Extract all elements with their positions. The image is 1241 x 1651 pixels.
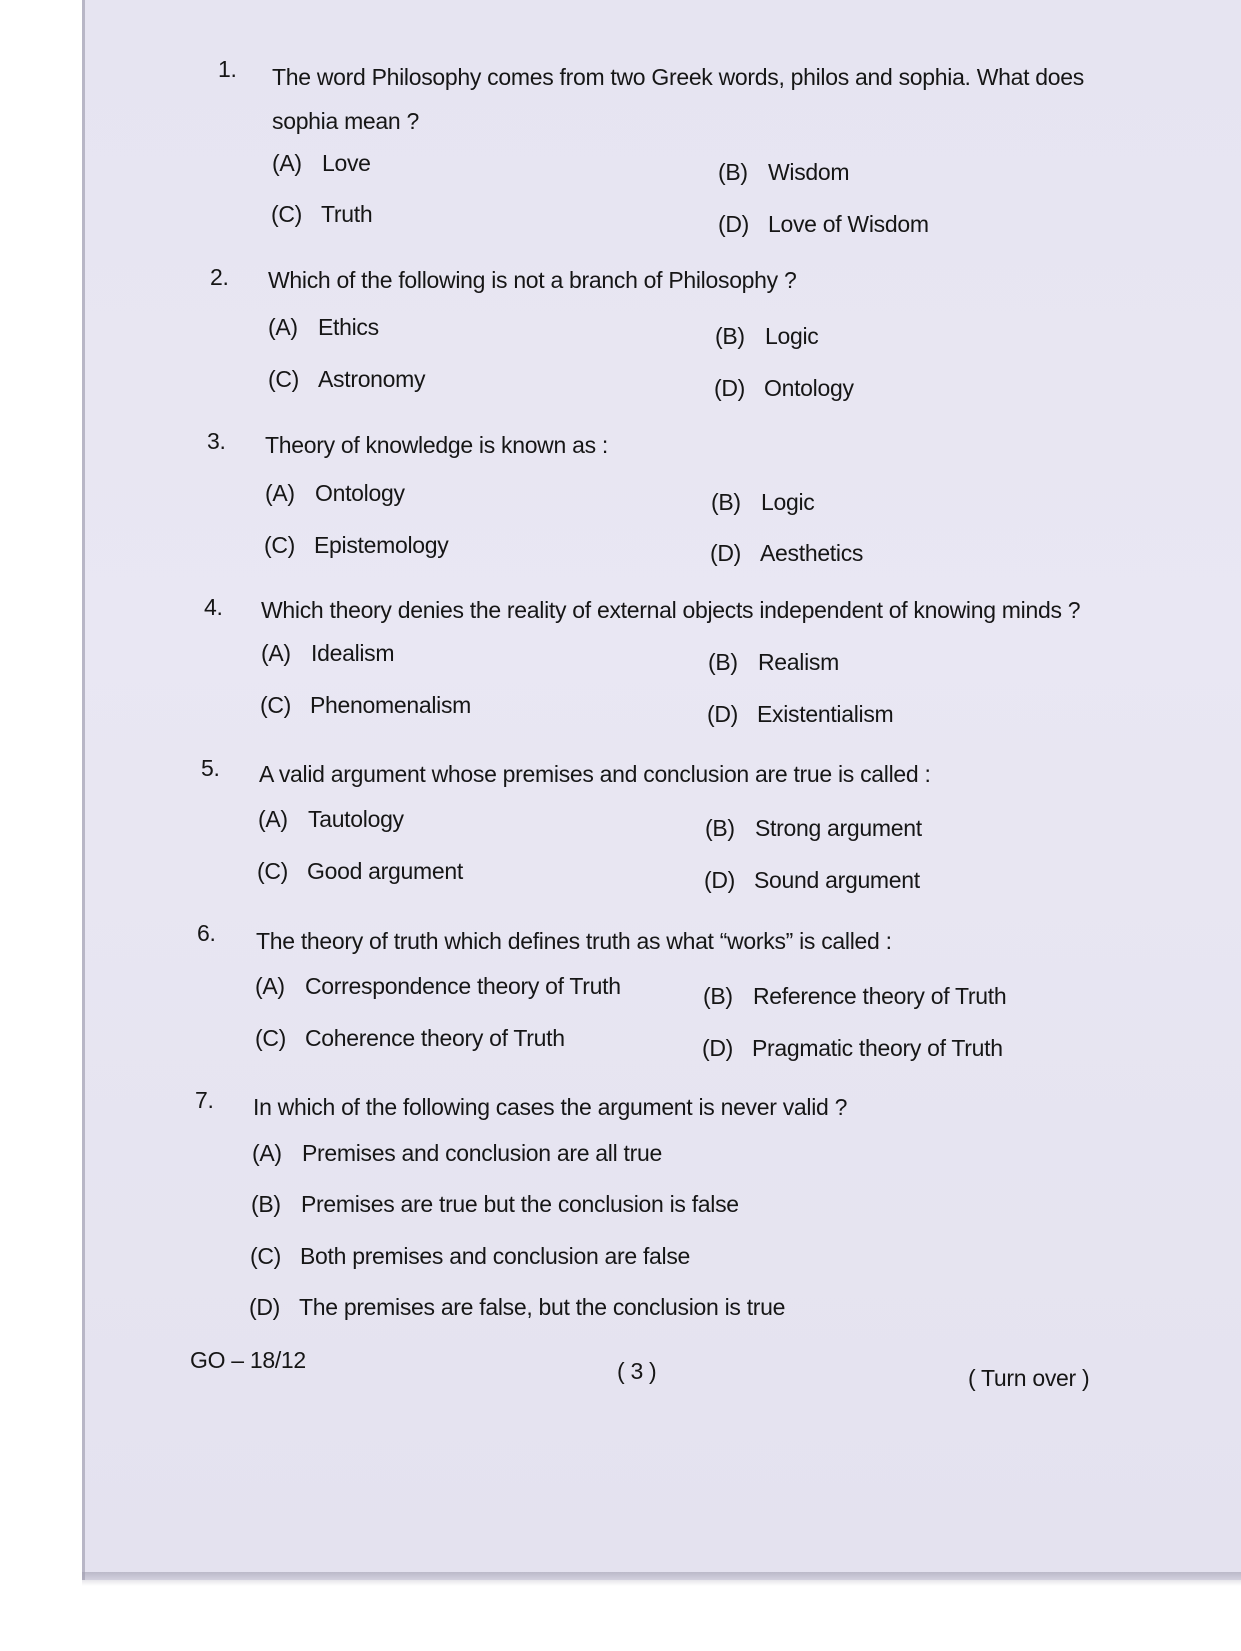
- option-text: Love: [322, 150, 371, 176]
- question-2-option-b: [715, 323, 819, 350]
- option-letter: (C): [257, 858, 289, 884]
- option-text: Wisdom: [768, 159, 850, 185]
- page-edge: [82, 0, 85, 1580]
- option-letter: (D): [704, 867, 736, 893]
- option-text: Love of Wisdom: [768, 211, 929, 237]
- option-letter: (C): [268, 366, 300, 392]
- option-letter: (A): [261, 640, 291, 666]
- option-letter: (B): [251, 1191, 281, 1217]
- question-7-text: In which of the following cases the argument is never valid ?: [253, 1094, 848, 1120]
- footer-page-number: ( 3 ): [617, 1358, 657, 1384]
- option-letter: (C): [260, 692, 292, 718]
- option-text: Aesthetics: [760, 540, 864, 566]
- question-5-option-b: [705, 815, 922, 842]
- option-text: Ontology: [315, 480, 405, 506]
- option-text: Idealism: [311, 640, 395, 666]
- question-4-option-d: [707, 701, 893, 728]
- question-3-option-c: [264, 532, 448, 559]
- question-7-option-d: [249, 1294, 785, 1321]
- option-text: Good argument: [307, 858, 463, 884]
- question-6-number: 6.: [197, 920, 216, 946]
- question-7-option-b: [251, 1191, 739, 1218]
- option-letter: (D): [702, 1035, 734, 1061]
- question-7-number: 7.: [195, 1087, 214, 1113]
- option-text: Reference theory of Truth: [753, 983, 1007, 1009]
- option-text: Logic: [761, 489, 815, 515]
- exam-page: [82, 0, 1241, 1580]
- option-text: Realism: [758, 649, 839, 675]
- question-2-number: 2.: [210, 264, 229, 290]
- page-shadow: [82, 1572, 1241, 1586]
- question-1-text: The word Philosophy comes from two Greek words, philos and sophia. What does sophia mean ?: [272, 64, 1084, 134]
- question-6-option-b: [703, 983, 1006, 1010]
- option-text: The premises are false, but the conclusion is true: [299, 1294, 786, 1320]
- option-letter: (D): [710, 540, 742, 566]
- option-text: Coherence theory of Truth: [305, 1025, 565, 1051]
- option-letter: (A): [258, 806, 288, 832]
- option-text: Ontology: [764, 375, 854, 401]
- question-1-option-c: [271, 201, 372, 228]
- option-letter: (B): [703, 983, 733, 1009]
- question-3-number: 3.: [207, 428, 226, 454]
- option-text: Ethics: [318, 314, 379, 340]
- option-text: Correspondence theory of Truth: [305, 973, 621, 999]
- question-6-text: The theory of truth which defines truth as what “works” is called :: [256, 928, 892, 954]
- question-5-option-d: [704, 867, 920, 894]
- option-text: Astronomy: [318, 366, 426, 392]
- option-text: Strong argument: [755, 815, 922, 841]
- option-letter: (C): [271, 201, 303, 227]
- option-letter: (C): [255, 1025, 287, 1051]
- option-letter: (A): [272, 150, 302, 176]
- question-1-option-a: [272, 150, 371, 177]
- option-text: Tautology: [308, 806, 404, 832]
- question-7-option-c: [250, 1243, 690, 1270]
- question-4-option-c: [260, 692, 471, 719]
- option-text: Epistemology: [314, 532, 449, 558]
- question-6-option-c: [255, 1025, 565, 1052]
- option-letter: (D): [714, 375, 746, 401]
- option-letter: (D): [718, 211, 750, 237]
- option-letter: (A): [265, 480, 295, 506]
- question-4-option-a: [261, 640, 394, 667]
- question-5-option-a: [258, 806, 404, 833]
- question-4-option-b: [708, 649, 839, 676]
- option-letter: (B): [711, 489, 741, 515]
- footer-turn-over: ( Turn over ): [968, 1365, 1090, 1391]
- option-text: Truth: [321, 201, 373, 227]
- question-5-option-c: [257, 858, 463, 885]
- question-2-option-a: [268, 314, 379, 341]
- option-letter: (D): [707, 701, 739, 727]
- question-1-option-b: [718, 159, 849, 186]
- question-1-option-d: [718, 211, 929, 238]
- question-6-option-a: [255, 973, 621, 1000]
- option-text: Both premises and conclusion are false: [300, 1243, 691, 1269]
- question-2-option-d: [714, 375, 854, 402]
- question-2-text: Which of the following is not a branch of Philosophy ?: [268, 267, 797, 293]
- question-4-number: 4.: [204, 594, 223, 620]
- footer-paper-code: GO – 18/12: [190, 1347, 306, 1373]
- question-4-text: Which theory denies the reality of external objects independent of knowing minds ?: [261, 597, 1081, 623]
- question-6-option-d: [702, 1035, 1003, 1062]
- option-letter: (C): [250, 1243, 282, 1269]
- option-letter: (C): [264, 532, 296, 558]
- question-1-number: 1.: [218, 56, 237, 82]
- option-letter: (A): [255, 973, 285, 999]
- question-5-text: A valid argument whose premises and conclusion are true is called :: [259, 761, 931, 787]
- question-2-option-c: [268, 366, 425, 393]
- option-letter: (B): [708, 649, 738, 675]
- option-letter: (B): [705, 815, 735, 841]
- option-letter: (A): [252, 1140, 282, 1166]
- option-text: Pragmatic theory of Truth: [752, 1035, 1003, 1061]
- option-text: Logic: [765, 323, 819, 349]
- question-3-text: Theory of knowledge is known as :: [265, 432, 608, 458]
- option-text: Premises are true but the conclusion is false: [301, 1191, 739, 1217]
- question-5-number: 5.: [201, 755, 220, 781]
- option-letter: (D): [249, 1294, 281, 1320]
- option-text: Sound argument: [754, 867, 920, 893]
- question-3-option-b: [711, 489, 815, 516]
- option-letter: (A): [268, 314, 298, 340]
- option-text: Phenomenalism: [310, 692, 472, 718]
- question-3-option-d: [710, 540, 863, 567]
- option-text: Premises and conclusion are all true: [302, 1140, 662, 1166]
- question-7-option-a: [252, 1140, 662, 1167]
- question-3-option-a: [265, 480, 405, 507]
- option-text: Existentialism: [757, 701, 894, 727]
- option-letter: (B): [715, 323, 745, 349]
- option-letter: (B): [718, 159, 748, 185]
